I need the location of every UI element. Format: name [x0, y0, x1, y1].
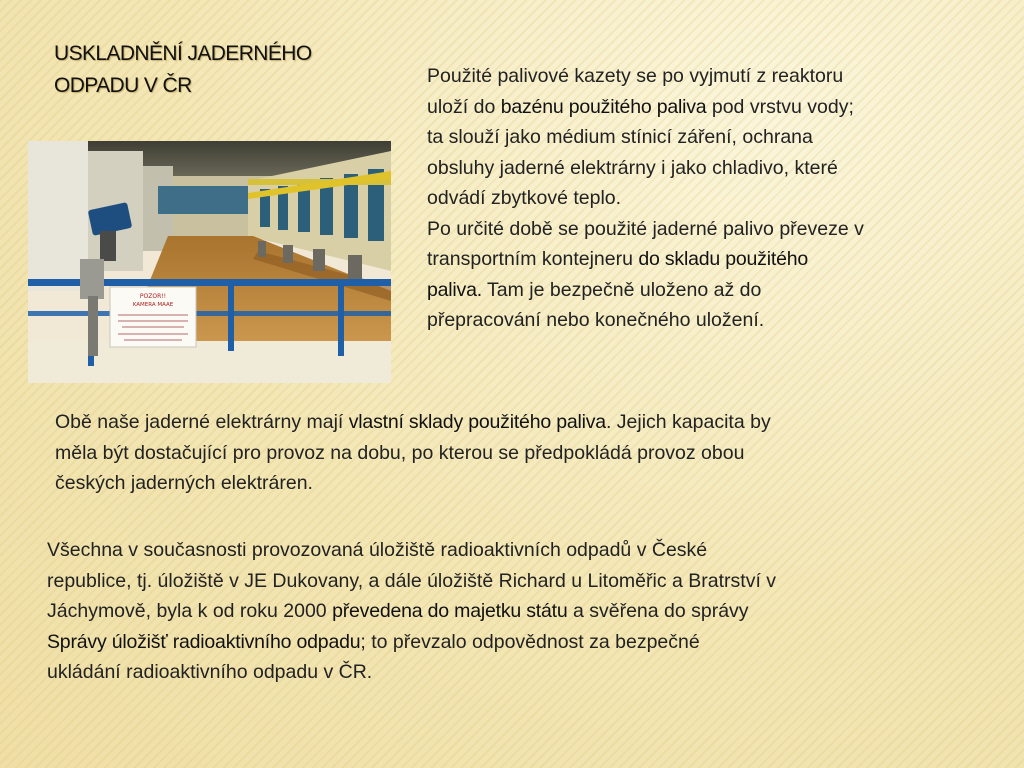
highlight-pool-term: bazénu použitého paliva — [500, 95, 707, 118]
p3-text: Jáchymově, byla k od roku 2000 — [47, 600, 333, 622]
highlight-state-ownership: převedena do majetku státu — [332, 600, 568, 622]
p2-text: Obě naše jaderné elektrárny mají — [55, 411, 349, 433]
p1-text: obsluhy jaderné elektrárny i jako chladivo, které — [427, 156, 838, 179]
p1-text: ta slouží jako médium stínicí záření, ochrana — [427, 126, 813, 148]
p2-line — [55, 468, 995, 499]
p1-text: přepracování nebo konečného uložení. — [427, 309, 765, 331]
p3-line — [47, 657, 997, 688]
p1-text: odvádí zbytkové teplo. — [427, 187, 622, 209]
p1-text: pod vrstvu vody; — [706, 95, 854, 118]
p3-text: ukládání radioaktivního odpadu v ČR. — [47, 661, 373, 683]
p1-text: uloží do — [427, 95, 501, 118]
p1-text: Použité palivové kazety se po vyjmutí z reaktoru — [427, 65, 844, 87]
paragraph-repositories — [47, 535, 997, 688]
p3-text: a svěřena do správy — [567, 600, 749, 622]
p1-line — [427, 244, 987, 275]
p1-line — [427, 275, 987, 306]
p3-text: ; to převzalo odpovědnost za bezpečné — [360, 630, 700, 653]
paragraph-spent-fuel-pool — [427, 61, 987, 336]
p2-text: českých jaderných elektráren. — [55, 472, 313, 494]
highlight-storage-term-2: paliva. — [427, 278, 482, 301]
highlight-own-storage: vlastní sklady použitého paliva — [348, 411, 606, 433]
spent-fuel-pool-photo — [28, 141, 391, 383]
pool-hall-image — [28, 141, 391, 383]
highlight-storage-term: do skladu použitého — [638, 248, 809, 270]
p3-line — [47, 627, 997, 658]
p3-text: republice, tj. úložiště v JE Dukovany, a dále úložiště Richard u Litoměřic a Bratrství v — [47, 569, 777, 592]
p1-line — [427, 122, 987, 153]
p1-text: Po určité době se použité jaderné palivo převeze v — [427, 217, 864, 240]
p2-text: měla být dostačující pro provoz na dobu, po kterou se předpokládá provoz obou — [55, 441, 745, 464]
p1-line — [427, 61, 987, 92]
p1-text: transportním kontejneru — [427, 248, 639, 270]
highlight-surao: Správy úložišť radioaktivního odpadu — [47, 630, 361, 653]
p1-line — [427, 214, 987, 245]
p1-line — [427, 183, 987, 214]
p3-text: Všechna v současnosti provozovaná úložiště radioaktivních odpadů v České — [47, 539, 708, 561]
sign-text-1: POZOR!! — [139, 293, 167, 300]
p3-line — [47, 596, 997, 627]
p2-line — [55, 438, 995, 469]
p3-line — [47, 535, 997, 566]
p3-line — [47, 566, 997, 597]
p2-line — [55, 407, 995, 438]
p1-line — [427, 153, 987, 184]
p2-text: . Jejich kapacita by — [605, 411, 771, 433]
slide-title — [54, 38, 394, 102]
p1-line — [427, 305, 987, 336]
p1-line — [427, 92, 987, 123]
p1-text: Tam je bezpečně uloženo až do — [481, 278, 762, 301]
paragraph-plant-storage — [55, 407, 995, 499]
title-line-1: USKLADNĚNÍ JADERNÉHO — [54, 42, 312, 65]
title-line-2: ODPADU V ČR — [54, 74, 192, 97]
sign-text-2: KAMERA MAAE — [132, 302, 174, 308]
